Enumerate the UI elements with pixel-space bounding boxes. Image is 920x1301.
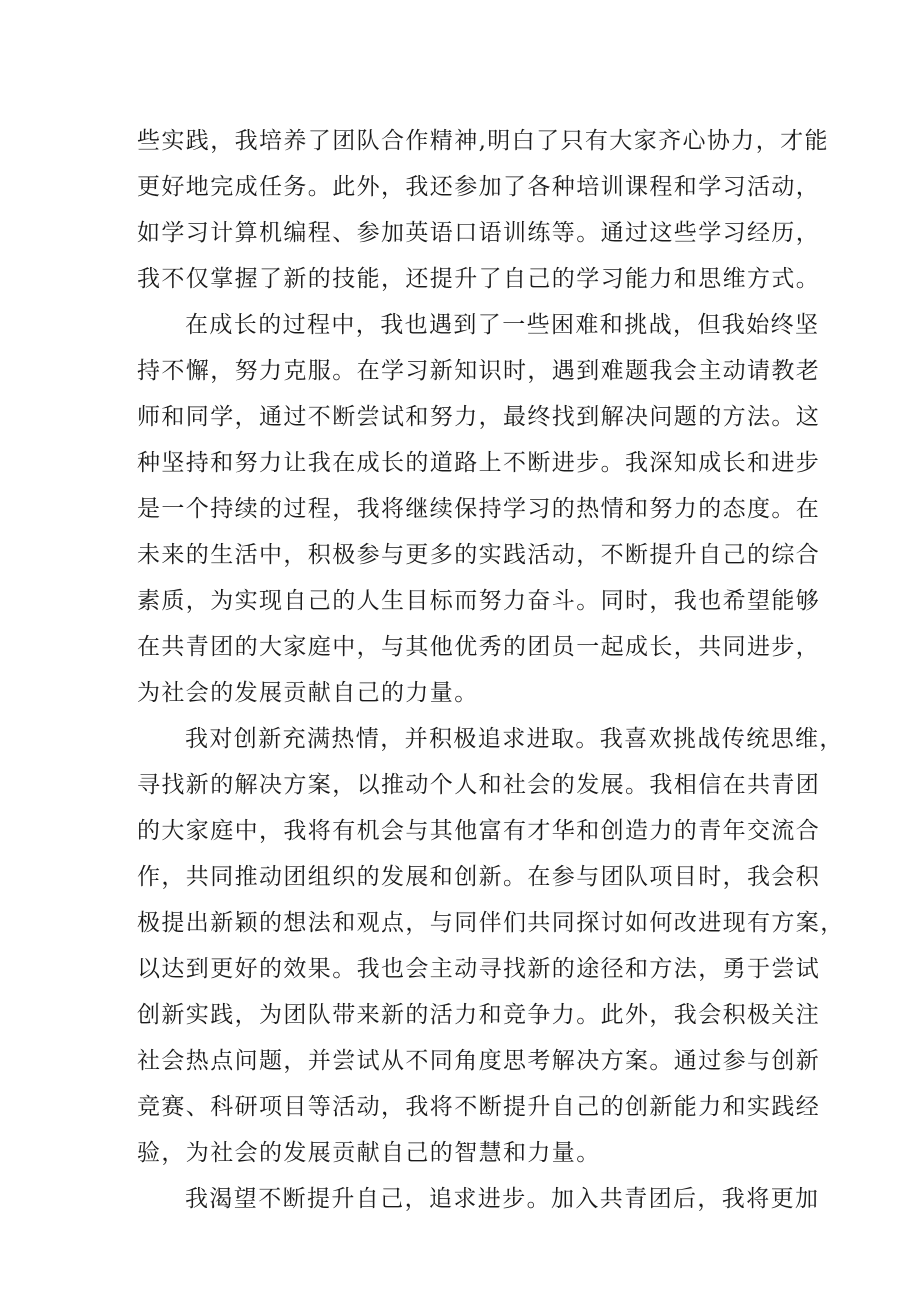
paragraph-2-line-2: 持不懈，努力克服。在学习新知识时，遇到难题我会主动请教老 (137, 358, 821, 384)
paragraph-4-line-1: 我渴望不断提升自己，追求进步。加入共青团后，我将更加 (185, 1186, 820, 1212)
paragraph-3-line-1: 我对创新充满热情，并积极追求进取。我喜欢挑战传统思维， (185, 726, 844, 752)
paragraph-3-line-10: 验，为社会的发展贡献自己的智慧和力量。 (137, 1140, 601, 1166)
paragraph-1-line-1: 些实践，我培养了团队合作精神,明白了只有大家齐心协力，才能 (137, 128, 829, 154)
paragraph-2-line-3: 师和同学，通过不断尝试和努力，最终找到解决问题的方法。这 (137, 404, 821, 430)
paragraph-3-line-8: 社会热点问题，并尝试从不同角度思考解决方案。通过参与创新 (137, 1048, 821, 1074)
paragraph-1-line-3: 如学习计算机编程、参加英语口语训练等。通过这些学习经历， (137, 220, 821, 246)
paragraph-1-line-2: 更好地完成任务。此外，我还参加了各种培训课程和学习活动， (137, 174, 821, 200)
paragraph-2-line-1: 在成长的过程中，我也遇到了一些困难和挑战，但我始终坚 (185, 312, 820, 338)
paragraph-3-line-4: 作，共同推动团组织的发展和创新。在参与团队项目时，我会积 (137, 864, 821, 890)
paragraph-3-line-3: 的大家庭中，我将有机会与其他富有才华和创造力的青年交流合 (137, 818, 821, 844)
paragraph-3-line-9: 竞赛、科研项目等活动，我将不断提升自己的创新能力和实践经 (137, 1094, 821, 1120)
paragraph-3-line-5: 极提出新颖的想法和观点，与同伴们共同探讨如何改进现有方案， (137, 910, 845, 936)
paragraph-1-line-4: 我不仅掌握了新的技能，还提升了自己的学习能力和思维方式。 (137, 266, 821, 292)
paragraph-3-line-7: 创新实践，为团队带来新的活力和竞争力。此外，我会积极关注 (137, 1002, 821, 1028)
paragraph-2-line-9: 为社会的发展贡献自己的力量。 (137, 680, 479, 706)
paragraph-2-line-6: 未来的生活中，积极参与更多的实践活动，不断提升自己的综合 (137, 542, 821, 568)
paragraph-2-line-5: 是一个持续的过程，我将继续保持学习的热情和努力的态度。在 (137, 496, 821, 522)
paragraph-3-line-2: 寻找新的解决方案，以推动个人和社会的发展。我相信在共青团 (137, 772, 821, 798)
paragraph-2-line-4: 种坚持和努力让我在成长的道路上不断进步。我深知成长和进步 (137, 450, 821, 476)
paragraph-2-line-8: 在共青团的大家庭中，与其他优秀的团员一起成长，共同进步， (137, 634, 821, 660)
paragraph-3-line-6: 以达到更好的效果。我也会主动寻找新的途径和方法，勇于尝试 (137, 956, 821, 982)
paragraph-2-line-7: 素质，为实现自己的人生目标而努力奋斗。同时，我也希望能够 (137, 588, 821, 614)
